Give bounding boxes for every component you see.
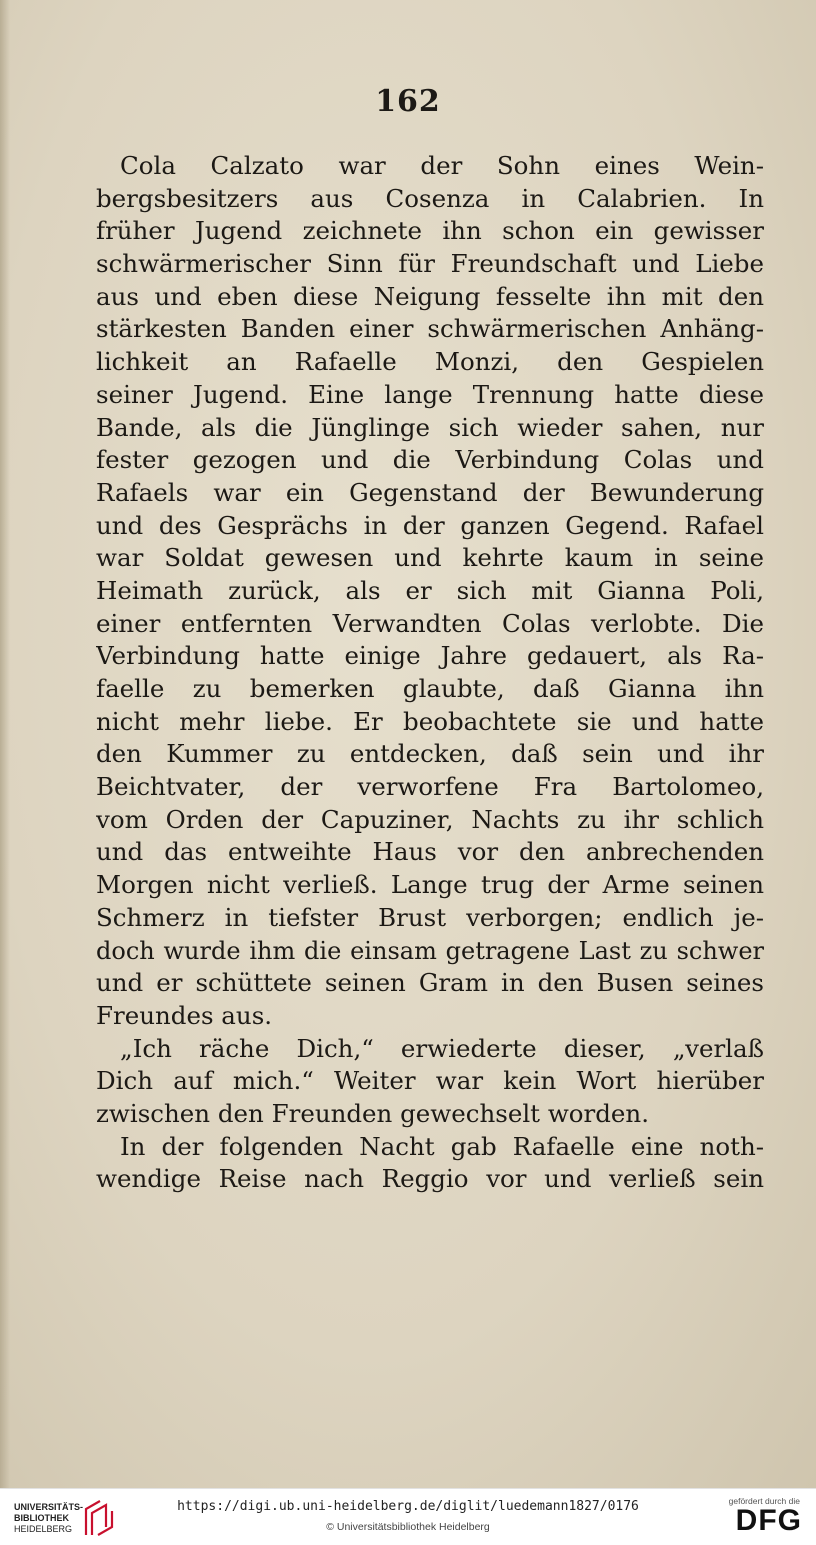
text-line: einer entfernten Verwandten Colas verlobte. Die — [96, 608, 764, 638]
institution-line: HEIDELBERG — [14, 1524, 73, 1534]
page-edge-shadow — [0, 0, 10, 1488]
text-line: aus und eben diese Neigung fesselte ihn mit den — [96, 281, 764, 311]
institution-line: UNIVERSITÄTS- — [14, 1502, 84, 1512]
text-line: den Kummer zu entdecken, daß sein und ihr — [96, 739, 764, 769]
text-line: Freundes aus. — [96, 1000, 273, 1030]
text-line: faelle zu bemerken glaubte, daß Gianna ihn — [96, 674, 764, 703]
page-url-link[interactable]: https://digi.ub.uni-heidelberg.de/diglit/luedemann1827/0176 — [177, 1499, 639, 1514]
text-line: wendige Reise nach Reggio vor und verließ sein — [96, 1164, 764, 1194]
text-line: stärkesten Banden einer schwärmerischen Anhäng- — [96, 314, 764, 344]
text-line: doch wurde ihm die einsam getragene Last zu schwer — [96, 936, 764, 965]
text-line: „Ich räche Dich,“ erwiederte dieser, „verlaß — [120, 1033, 764, 1063]
text-line: war Soldat gewesen und kehrte kaum in seine — [96, 543, 764, 573]
text-line: fester gezogen und die Verbindung Colas und — [96, 445, 764, 475]
text-line: In der folgenden Nacht gab Rafaelle eine noth- — [120, 1131, 764, 1161]
dfg-caption: gefördert durch die — [728, 1496, 800, 1506]
text-line: nicht mehr liebe. Er beobachtete sie und hatte — [96, 706, 764, 736]
viewer-footer — [0, 1488, 816, 1545]
page-number: 162 — [375, 84, 441, 119]
text-line: Cola Calzato war der Sohn eines Wein- — [120, 151, 764, 180]
text-line: schwärmerischer Sinn für Freundschaft und Liebe — [96, 249, 764, 279]
text-line: Beichtvater, der verworfene Fra Bartolomeo, — [96, 772, 764, 802]
text-line: bergsbesitzers aus Cosenza in Calabrien. In — [96, 183, 764, 213]
text-line: früher Jugend zeichnete ihn schon ein gewisser — [96, 216, 764, 246]
text-line: Schmerz in tiefster Brust verborgen; endlich je- — [96, 902, 764, 932]
text-line: zwischen den Freunden gewechselt worden. — [96, 1098, 649, 1128]
text-line: Rafaels war ein Gegenstand der Bewunderung — [96, 477, 764, 507]
text-line: und er schüttete seinen Gram in den Busen seines — [96, 968, 764, 998]
dfg-logo[interactable]: DFG — [735, 1504, 802, 1537]
institution-line: BIBLIOTHEK — [14, 1513, 69, 1523]
university-library-logo-icon[interactable] — [82, 1497, 116, 1537]
text-line: Bande, als die Jünglinge sich wieder sahen, nur — [96, 412, 764, 442]
text-line: vom Orden der Capuziner, Nachts zu ihr schlich — [96, 804, 764, 834]
text-line: und das entweihte Haus vor den anbrechenden — [96, 837, 764, 867]
text-line: Morgen nicht verließ. Lange trug der Arme seinen — [96, 870, 764, 900]
text-line: Dich auf mich.“ Weiter war kein Wort hierüber — [96, 1066, 764, 1096]
body-text — [96, 150, 764, 1196]
text-line: seiner Jugend. Eine lange Trennung hatte diese — [96, 379, 764, 409]
text-line: Verbindung hatte einige Jahre gedauert, als Ra- — [96, 641, 764, 671]
text-line: und des Gesprächs in der ganzen Gegend. Rafael — [96, 510, 764, 540]
text-line: Heimath zurück, als er sich mit Gianna Poli, — [96, 575, 764, 605]
copyright-notice: © Universitätsbibliothek Heidelberg — [326, 1521, 490, 1533]
text-line: lichkeit an Rafaelle Monzi, den Gespielen — [96, 347, 764, 377]
